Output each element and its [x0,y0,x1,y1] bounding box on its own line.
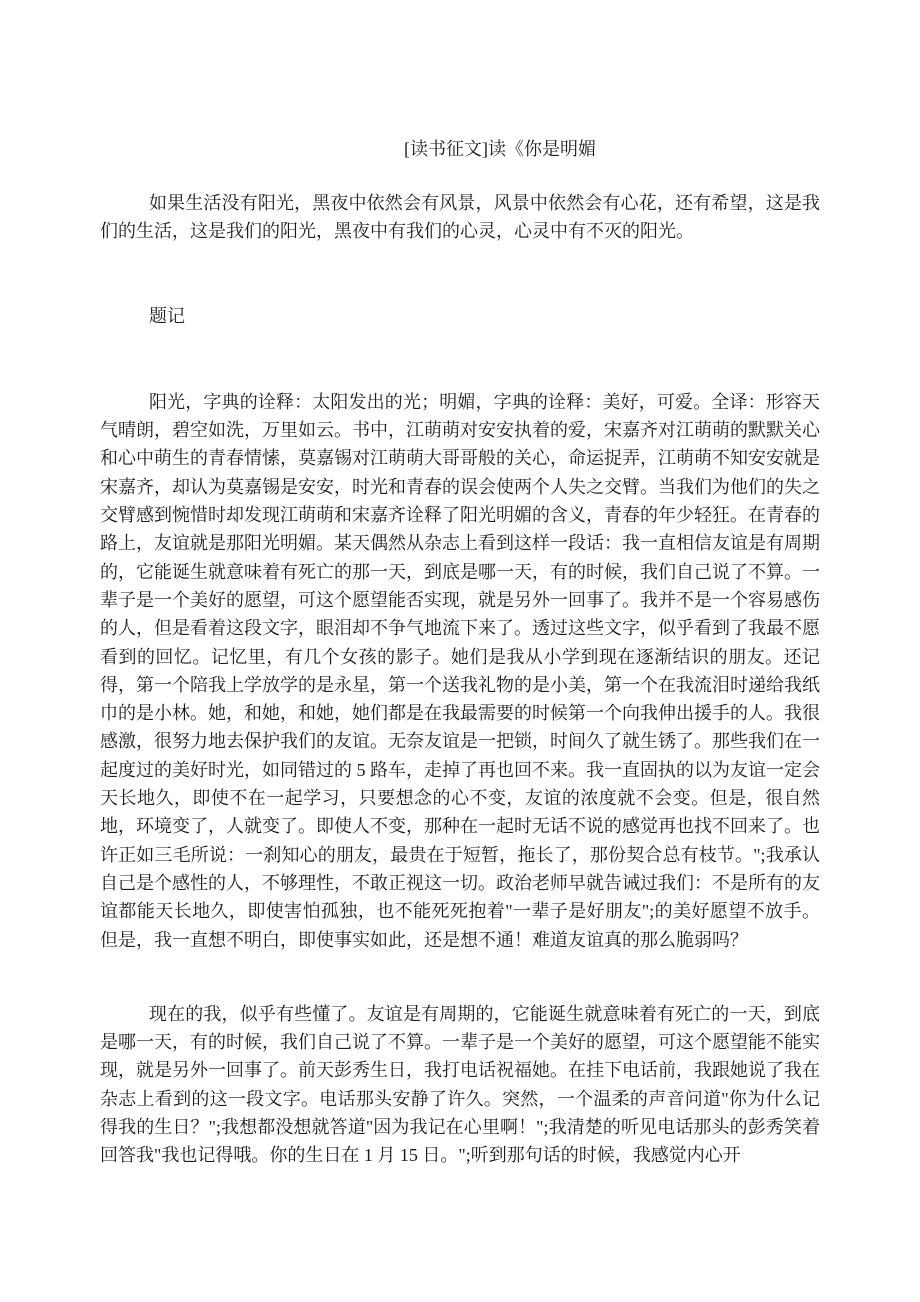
paragraph-body-closing: 现在的我，似乎有些懂了。友谊是有周期的，它能诞生就意味着有死亡的一天，到底是哪一天，有的时候，我们自己说了不算。一辈子是一个美好的愿望，可这个愿望能不能实现，就是另外一回事了。前天彭秀生日，我打电话祝福她。在挂下电话前，我跟她说了我在杂志上看到的这一段文字。电话那头安静了许久。突然，一个温柔的声音问道"你为什么记得我的生日？";我想都没想就答道"因为我记在心里啊！";我清楚的听见电话那头的彭秀笑着回答我"我也记得哦。你的生日在 1 月 15 日。";听到那句话的时候，我感觉内心开 [100,1003,820,1166]
paragraph-intro: 如果生活没有阳光，黑夜中依然会有风景，风景中依然会有心花，还有希望，这是我们的生活，这是我们的阳光，黑夜中有我们的心灵，心灵中有不灭的阳光。 [100,193,820,242]
document-title: [读书征文]读《你是明媚 [404,139,596,159]
paragraph-epigraph-label: 题记 [149,305,185,326]
paragraph-body-main: 阳光，字典的诠释：太阳发出的光；明媚，字典的诠释：美好，可爱。全译：形容天气晴朗，碧空如洗，万里如云。书中，江萌萌对安安执着的爱，宋嘉齐对江萌萌的默默关心和心中萌生的青春情愫，莫嘉锡对江萌萌大哥哥般的关心，命运捉弄，江萌萌不知安安就是宋嘉齐，却认为莫嘉锡是安安，时光和青春的误会使两个人失之交臂。当我们为他们的失之交臂感到惋惜时却发现江萌萌和宋嘉齐诠释了阳光明媚的含义，青春的年少轻狂。在青春的路上，友谊就是那阳光明媚。某天偶然从杂志上看到这样一段话：我一直相信友谊是有周期的，它能诞生就意味着有死亡的那一天，到底是哪一天，有的时候，我们自己说了不算。一辈子是一个美好的愿望，可这个愿望能否实现，就是另外一回事了。我并不是一个容易感伤的人，但是看着这段文字，眼泪却不争气地流下来了。透过这些文字，似乎看到了我最不愿看到的回忆。记忆里，有几个女孩的影子。她们是我从小学到现在逐渐结识的朋友。还记得，第一个陪我上学放学的是永星，第一个送我礼物的是小美，第一个在我流泪时递给我纸巾的是小林。她，和她，和她，她们都是在我最需要的时候第一个向我伸出援手的人。我很感激，很努力地去保护我们的友谊。无奈友谊是一把锁，时间久了就生锈了。那些我们在一起度过的美好时光，如同错过的 5 路车，走掉了再也回不来。我一直固执的以为友谊一定会天长地久，即使不在一起学习，只要想念的心不变，友谊的浓度就不会变。但是，很自然地，环境变了，人就变了。即使人不变，那种在一起时无话不说的感觉再也找不回来了。也许正如三毛所说：一刹知心的朋友，最贵在于短暂，拖长了，那份契合总有枝节。";我承认自己是个感性的人，不够理性，不敢正视这一切。政治老师早就告诫过我们：不是所有的友谊都能天长地久，即使害怕孤独，也不能死死抱着"一辈子是好朋友";的美好愿望不放手。但是，我一直想不明白，即使事实如此，还是想不通！难道友谊真的那么脆弱吗？ [100,391,820,950]
